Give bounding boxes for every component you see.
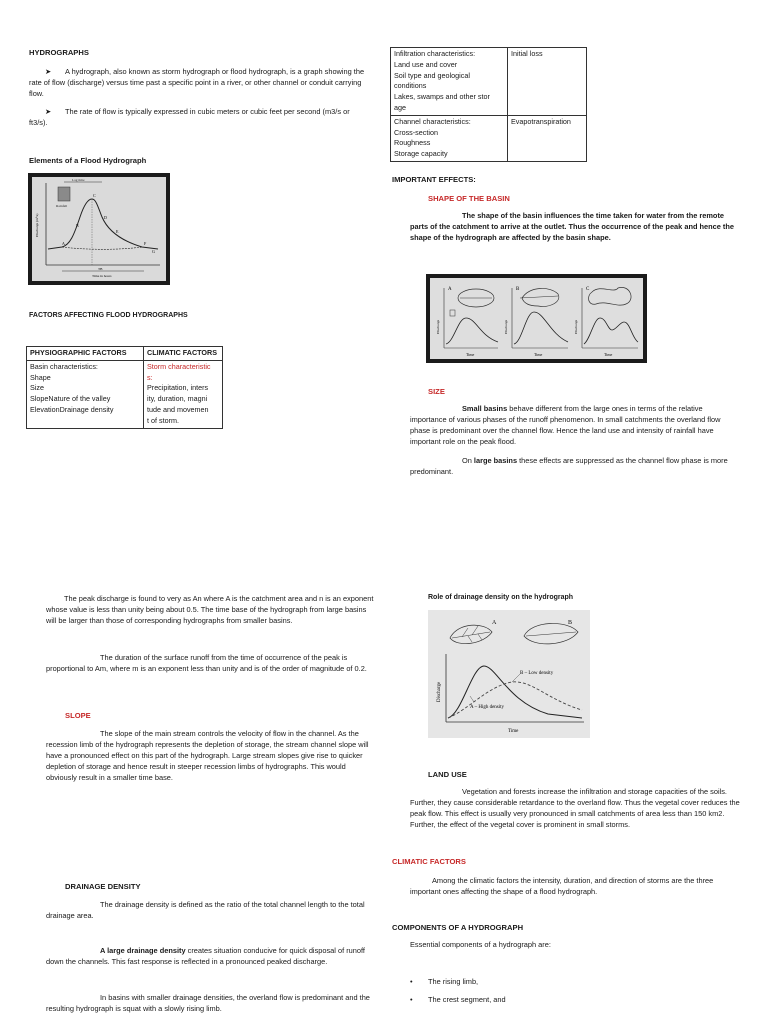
climatic-factors-paragraph: Among the climatic factors the intensity, duration, and direction of storms are the three important ones affecting the shape of a flood hydrograph. (410, 876, 714, 897)
y-axis-label: Discharge (504, 319, 508, 334)
arrow-bullet-icon: ➤ (45, 107, 52, 116)
drainage-density-figure (428, 610, 590, 738)
storm-characteristics-label: Storm characteristic s: (147, 361, 211, 382)
drainage-density-paragraph-2: A large drainage density creates situation conducive for quick disposal of runoff down the channels. This fast response is reflected in a pronounced peaked discharge. (46, 946, 365, 967)
components-heading: COMPONENTS OF A HYDROGRAPH (392, 923, 524, 932)
table-header: CLIMATIC FACTORS (144, 347, 223, 361)
factors-heading: FACTORS AFFECTING FLOOD HYDROGRAPHS (29, 312, 188, 319)
important-effects-heading: IMPORTANT EFFECTS: (392, 175, 476, 184)
panel-label: A (448, 287, 452, 292)
x-axis-label: Time (508, 729, 519, 734)
land-use-heading: LAND USE (428, 770, 467, 779)
panel-label: B (516, 287, 520, 292)
storm-characteristics-text: Precipitation, inters ity, duration, magni tude and movemen t of storm. (147, 383, 209, 425)
shape-paragraph: The shape of the basin influences the time taken for water from the remote parts of the catchment to arrive at the outlet. Thus the occurrence of the peak and hence the shape of the hydrograph are affected by the basin shape. (410, 211, 735, 243)
peak-discharge-paragraph: The peak discharge is found to very as An where A is the catchment area and n is an exponent whose value is less than unity being about 0.5. The time base of the hydrograph from large basins will be larger than those of corresponding hydrographs from smaller basins. (46, 594, 374, 626)
x-axis-label: Time (604, 352, 613, 357)
bullet-icon: • (410, 995, 413, 1004)
table-cell: Infiltration characteristics: Land use and cover Soil type and geological conditions Lakes, swamps and other stor age (391, 48, 508, 116)
point-label: E (116, 229, 119, 234)
flood-hydrograph-diagram (32, 177, 166, 281)
table-cell: Initial loss (508, 48, 587, 116)
point-label: B (76, 223, 79, 228)
basin-b-label: B (568, 620, 573, 626)
point-label: A (62, 241, 65, 246)
drainage-figure-heading: Role of drainage density on the hydrograph (428, 594, 574, 601)
lag-time-label: Lag time (72, 178, 85, 182)
point-label: G (152, 249, 155, 254)
point-label: C (93, 193, 96, 198)
time-base-label: TB (98, 267, 103, 271)
slope-heading: SLOPE (65, 711, 91, 720)
low-density-label: B – Low density (520, 671, 554, 676)
slope-paragraph: The slope of the main stream controls the velocity of flow in the channel. As the recession limb of the hydrograph represents the depletion of storage, the stream channel slope will have a pronounced effect on this part of the hydrograph. Large stream slopes give rise to quicker depletion of storage and hence result in steeper recession limbs of hydrographs. This would obviously result in a smaller time base. (46, 729, 369, 783)
y-axis-label: Discharge (437, 681, 442, 702)
factors-table (26, 346, 223, 429)
list-item: • The crest segment, and (410, 995, 506, 1004)
factors-table-continued (390, 47, 587, 162)
point-label: D (104, 215, 107, 220)
drainage-density-paragraph-3: In basins with smaller drainage densities, the overland flow is predominant and the resulting hydrograph is squat with a slowly rising limb. (46, 993, 370, 1014)
y-axis-label: Discharge (436, 319, 440, 334)
arrow-bullet-icon: ➤ (45, 67, 52, 76)
point-label: F (144, 241, 147, 246)
page-title: HYDROGRAPHS (29, 48, 89, 57)
basin-shape-diagram (430, 278, 643, 359)
drainage-density-diagram (428, 610, 590, 738)
table-cell: Channel characteristics: Cross-section Roughness Storage capacity (391, 115, 508, 161)
table-cell: Basin characteristics: Shape Size SlopeNature of the valley ElevationDrainage density (27, 360, 144, 428)
high-density-label: A – High density (470, 705, 505, 710)
table-header: PHYSIOGRAPHIC FACTORS (27, 347, 144, 361)
panel-label: C (586, 287, 590, 292)
table-cell (144, 360, 223, 428)
intro-paragraph-2: ➤ The rate of flow is typically expressed in cubic meters or cubic feet per second (m3/s or ft3/s). (29, 107, 350, 128)
size-heading: SIZE (428, 387, 445, 396)
size-paragraph: Small basins behave different from the large ones in terms of the relative importance of various phases of the runoff phenomenon. In small catchments the overland flow phase is predominant over the channel flow. Hence the land use and intensity of rainfall have important role on the peak flood. (410, 404, 721, 447)
basin-a-label: A (492, 620, 497, 626)
table-cell: Evapotranspiration (508, 115, 587, 161)
climatic-factors-heading: CLIMATIC FACTORS (392, 857, 466, 866)
y-axis-label: Discharge (m³/s) (35, 213, 39, 237)
shape-heading: SHAPE OF THE BASIN (428, 194, 510, 203)
drainage-density-paragraph-1: The drainage density is defined as the ratio of the total channel length to the total drainage area. (46, 900, 365, 921)
rainfall-label: Rainfall (56, 204, 68, 208)
drainage-density-heading: DRAINAGE DENSITY (65, 882, 141, 891)
list-item: • The rising limb, (410, 977, 479, 986)
size-paragraph-2: On large basins these effects are suppressed as the channel flow phase is more predominant. (410, 456, 728, 477)
elements-heading: Elements of a Flood Hydrograph (29, 156, 147, 165)
duration-paragraph: The duration of the surface runoff from the time of occurrence of the peak is proportional to Am, where m is an exponent less than unity and is of the order of magnitude of 0.2. (46, 653, 367, 674)
y-axis-label: Discharge (574, 319, 578, 334)
x-axis-label: Time (534, 352, 543, 357)
x-axis-label: Time in hours (92, 274, 112, 278)
basin-shape-figure (426, 274, 647, 363)
intro-paragraph-1: ➤ A hydrograph, also known as storm hydrograph or flood hydrograph, is a graph showing the rate of flow (discharge) versus time past a specific point in a river, or other channel or conduit carrying flow. (29, 67, 365, 99)
components-intro: Essential components of a hydrograph are: (410, 940, 551, 949)
land-use-paragraph: Vegetation and forests increase the infiltration and storage capacities of the soils. Further, they cause considerable retardance to the overland flow. Thus the vegetal cover reduces the peak flow. This effect is usually very pronounced in small catchments of area less than 150 km2. Further, the effect of the vegetal cover is prominent in small storms. (410, 787, 740, 830)
flood-hydrograph-figure (28, 173, 170, 285)
x-axis-label: Time (466, 352, 475, 357)
bullet-icon: • (410, 977, 413, 986)
